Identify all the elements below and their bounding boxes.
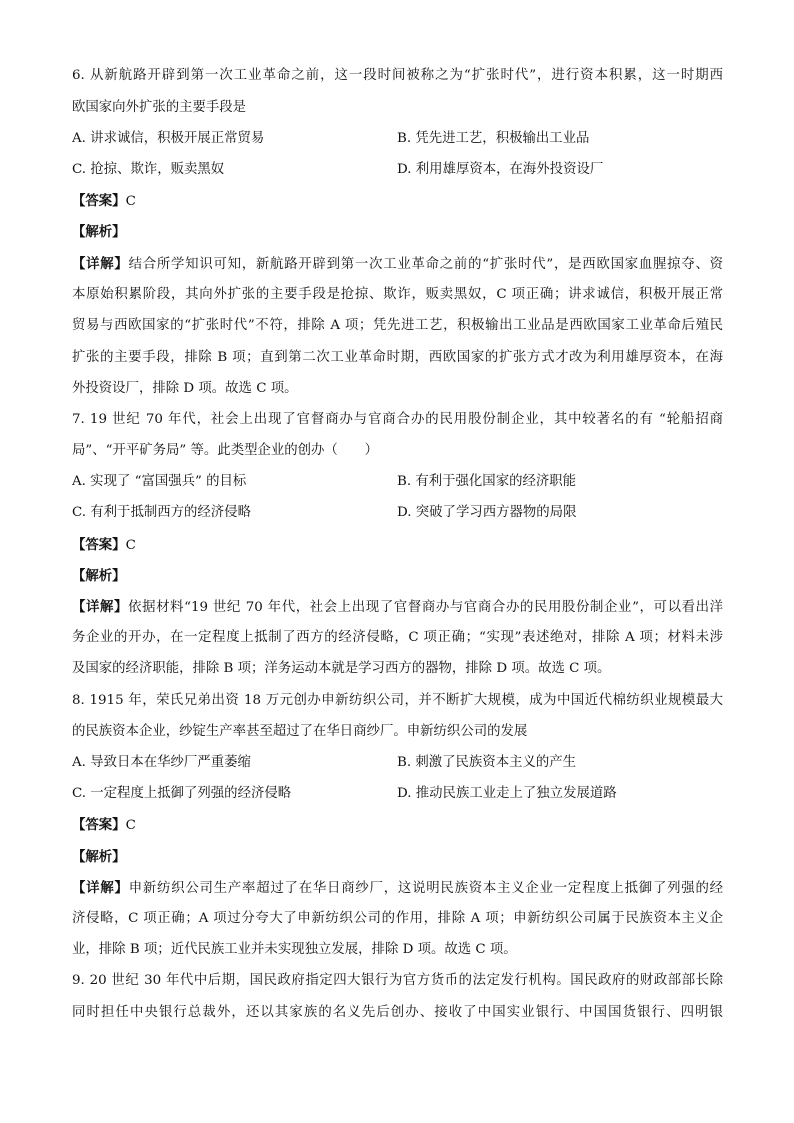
- answer-tag: 【答案】: [72, 193, 126, 209]
- q9-stem-line2: 同时担任中央银行总裁外，还以其家族的名义先后创办、接收了中国实业银行、中国国货银行、四明银: [72, 1005, 723, 1020]
- q6-analysis-tag: 【解析】: [72, 224, 126, 240]
- q8-answer: [72, 815, 136, 836]
- answer-value: C: [125, 194, 136, 209]
- q7-stem-line1: 7. 19 世纪 70 年代，社会上出现了官督商办与官商合办的民用股份制企业，其中较著名的有 “轮船招商: [72, 412, 723, 427]
- q8-detail-line3: 业，排除 B 项；近代民族工业并未实现独立发展，排除 D 项。故选 C 项。: [72, 942, 517, 957]
- q6-option-a: A. 讲求诚信，积极开展正常贸易: [72, 131, 265, 146]
- q8-option-c: C. 一定程度上抵御了列强的经济侵略: [72, 786, 292, 801]
- q6-answer: [72, 191, 136, 212]
- q6-option-d: D. 利用雄厚资本，在海外投资设厂: [397, 162, 604, 177]
- q6-option-b: B. 凭先进工艺，积极输出工业品: [397, 131, 590, 146]
- q6-detail-line4: 扩张的主要手段，排除 B 项；直到第二次工业革命时期，西欧国家的扩张方式才改为利用雄厚资本，在海: [72, 350, 723, 365]
- q6-detail-line3: 贸易与西欧国家的“扩张时代”不符，排除 A 项；凭先进工艺，积极输出工业品是西欧国家工业革命后殖民: [72, 318, 723, 333]
- q7-option-a: A. 实现了 “富国强兵” 的目标: [72, 474, 247, 489]
- q8-detail-line1: [72, 878, 723, 899]
- detail-tag: 【详解】: [72, 599, 129, 615]
- q8-analysis-tag: 【解析】: [72, 849, 126, 865]
- q7-analysis-tag: 【解析】: [72, 568, 126, 584]
- answer-value: C: [125, 818, 136, 833]
- q7-stem-line2: 局”、“开平矿务局” 等。此类型企业的创办（ ）: [72, 443, 378, 458]
- q6-stem-line1: 6. 从新航路开辟到第一次工业革命之前，这一段时间被称之为“扩张时代”，进行资本积累，这一时期西: [72, 68, 723, 83]
- detail-text: 申新纺织公司生产率超过了在华日商纱厂，这说明民族资本主义企业一定程度上抵御了列强的经: [128, 881, 724, 896]
- detail-text: 依据材料“19 世纪 70 年代，社会上出现了官督商办与官商合办的民用股份制企业”，可以看出洋: [128, 600, 723, 615]
- q7-option-b: B. 有利于强化国家的经济职能: [397, 474, 577, 489]
- q8-option-a: A. 导致日本在华纱厂严重萎缩: [72, 755, 251, 770]
- detail-text: 结合所学知识可知，新航路开辟到第一次工业革命之前的“扩张时代”，是西欧国家血腥掠夺、资: [128, 257, 723, 272]
- q9-stem-line1: 9. 20 世纪 30 年代中后期，国民政府指定四大银行为官方货币的法定发行机构。国民政府的财政部部长除: [72, 973, 723, 988]
- q7-option-c: C. 有利于抵制西方的经济侵略: [72, 505, 251, 520]
- q7-detail-line1: [72, 597, 723, 618]
- q6-stem-line2: 欧国家向外扩张的主要手段是: [72, 100, 247, 115]
- answer-value: C: [125, 538, 136, 553]
- q6-option-c: C. 抢掠、欺诈，贩卖黑奴: [72, 162, 225, 177]
- q8-detail-line2: 济侵略，C 项正确；A 项过分夸大了申新纺织公司的作用，排除 A 项；申新纺织公司属于民族资本主义企: [72, 911, 723, 926]
- q7-detail-line2: 务企业的开办，在一定程度上抵制了西方的经济侵略，C 项正确；“实现”表述绝对，排除 A 项；材料未涉: [72, 630, 723, 645]
- q7-option-d: D. 突破了学习西方器物的局限: [397, 505, 577, 520]
- q7-answer: [72, 535, 136, 556]
- q8-option-b: B. 刺激了民族资本主义的产生: [397, 755, 577, 770]
- detail-tag: 【详解】: [72, 256, 129, 272]
- q6-detail-line2: 本原始积累阶段，其向外扩张的主要手段是抢掠、欺诈，贩卖黑奴，C 项正确；讲求诚信，积极开展正常: [72, 287, 723, 302]
- answer-tag: 【答案】: [72, 817, 126, 833]
- q6-detail-line1: [72, 254, 723, 275]
- q8-stem-line1: 8. 1915 年，荣氏兄弟出资 18 万元创办申新纺织公司，并不断扩大规模，成为中国近代棉纺织业规模最大: [72, 693, 723, 708]
- q6-detail-line5: 外投资设厂，排除 D 项。故选 C 项。: [72, 381, 298, 396]
- q7-detail-line3: 及国家的经济职能，排除 B 项；洋务运动本就是学习西方的器物，排除 D 项。故选 C 项。: [72, 661, 611, 676]
- q8-option-d: D. 推动民族工业走上了独立发展道路: [397, 786, 617, 801]
- detail-tag: 【详解】: [72, 880, 129, 896]
- q8-stem-line2: 的民族资本企业，纱锭生产率甚至超过了在华日商纱厂。申新纺织公司的发展: [72, 724, 528, 739]
- answer-tag: 【答案】: [72, 537, 126, 553]
